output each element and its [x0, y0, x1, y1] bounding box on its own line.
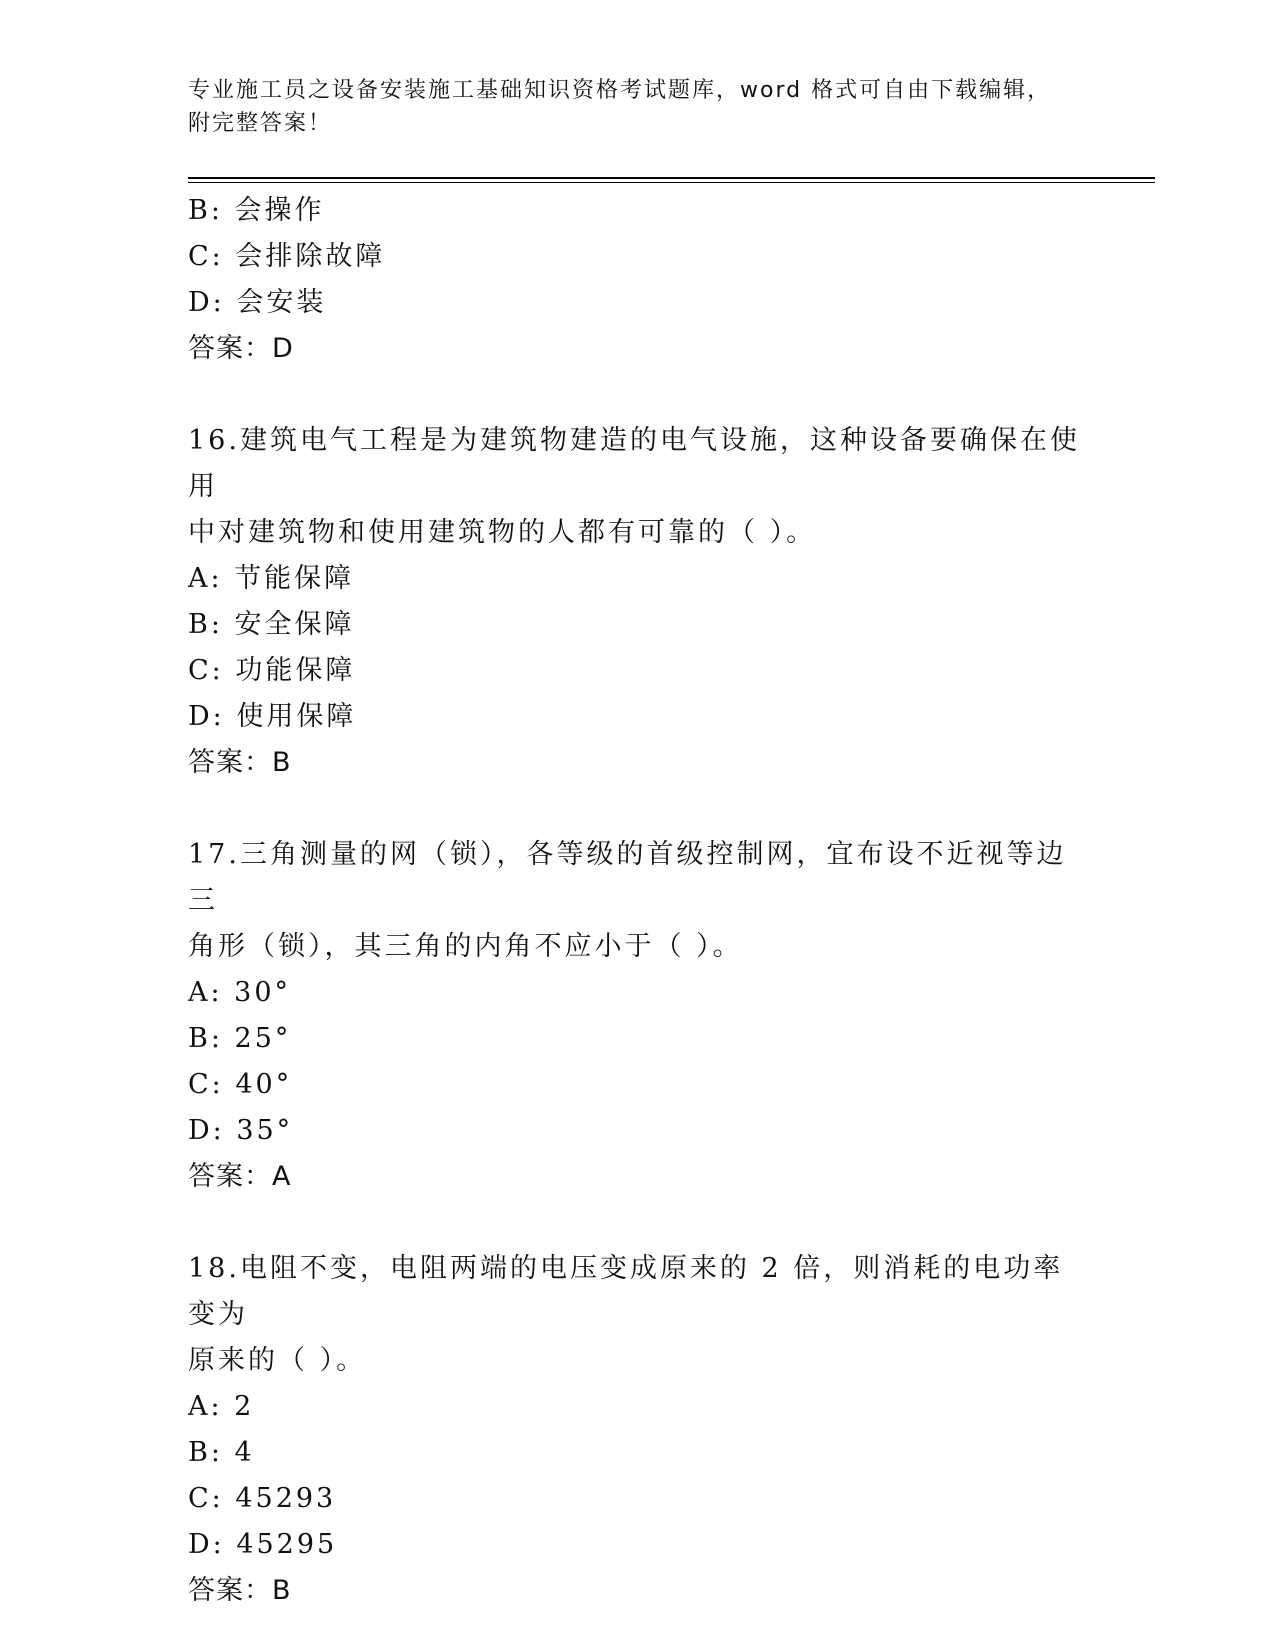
- question-stem-line-1: 18.电阻不变，电阻两端的电压变成原来的 2 倍，则消耗的电功率变为: [188, 1253, 1064, 1330]
- header-title-line-2: 附完整答案！: [188, 111, 333, 136]
- answer-line: 答案：D: [188, 333, 294, 364]
- answer-line: 答案：B: [188, 1575, 292, 1606]
- answer-line: 答案：A: [188, 1161, 292, 1192]
- question-stem-line-2: 中对建筑物和使用建筑物的人都有可靠的（ ）。: [188, 517, 817, 548]
- option-a: A: 节能保障: [188, 563, 355, 594]
- option-a: A: 30°: [188, 977, 292, 1008]
- header-divider-thick: [188, 177, 1155, 179]
- option-b: B: 25°: [188, 1023, 292, 1054]
- header-divider-thin: [188, 182, 1155, 183]
- option-d: D: 使用保障: [188, 701, 357, 732]
- question-stem-line-2: 原来的（ ）。: [188, 1345, 367, 1376]
- question-stem-line-2: 角形（锁），其三角的内角不应小于（ ）。: [188, 931, 743, 962]
- option-c: C: 45293: [188, 1483, 337, 1514]
- document-body: [188, 188, 1088, 1614]
- option-d: D: 会安装: [188, 287, 327, 318]
- option-d: D: 35°: [188, 1115, 294, 1146]
- question-stem-line-1: 17.三角测量的网（锁），各等级的首级控制网，宜布设不近视等边三: [188, 839, 1067, 916]
- question-16: [188, 418, 1088, 786]
- question-17: [188, 832, 1088, 1200]
- option-a: A: 2: [188, 1391, 255, 1422]
- header-title-line-1: 专业施工员之设备安装施工基础知识资格考试题库，word 格式可自由下载编辑，: [188, 78, 1052, 103]
- option-c: C: 功能保障: [188, 655, 356, 686]
- answer-line: 答案：B: [188, 747, 292, 778]
- option-d: D: 45295: [188, 1529, 338, 1560]
- document-header: [188, 74, 1068, 140]
- option-c: C: 40°: [188, 1069, 293, 1100]
- option-b: B: 安全保障: [188, 609, 355, 640]
- previous-question-tail: [188, 188, 1088, 372]
- option-b: B: 4: [188, 1437, 255, 1468]
- option-c: C: 会排除故障: [188, 241, 386, 272]
- option-b: B: 会操作: [188, 195, 325, 226]
- question-18: [188, 1246, 1088, 1614]
- question-stem-line-1: 16.建筑电气工程是为建筑物建造的电气设施，这种设备要确保在使用: [188, 425, 1080, 502]
